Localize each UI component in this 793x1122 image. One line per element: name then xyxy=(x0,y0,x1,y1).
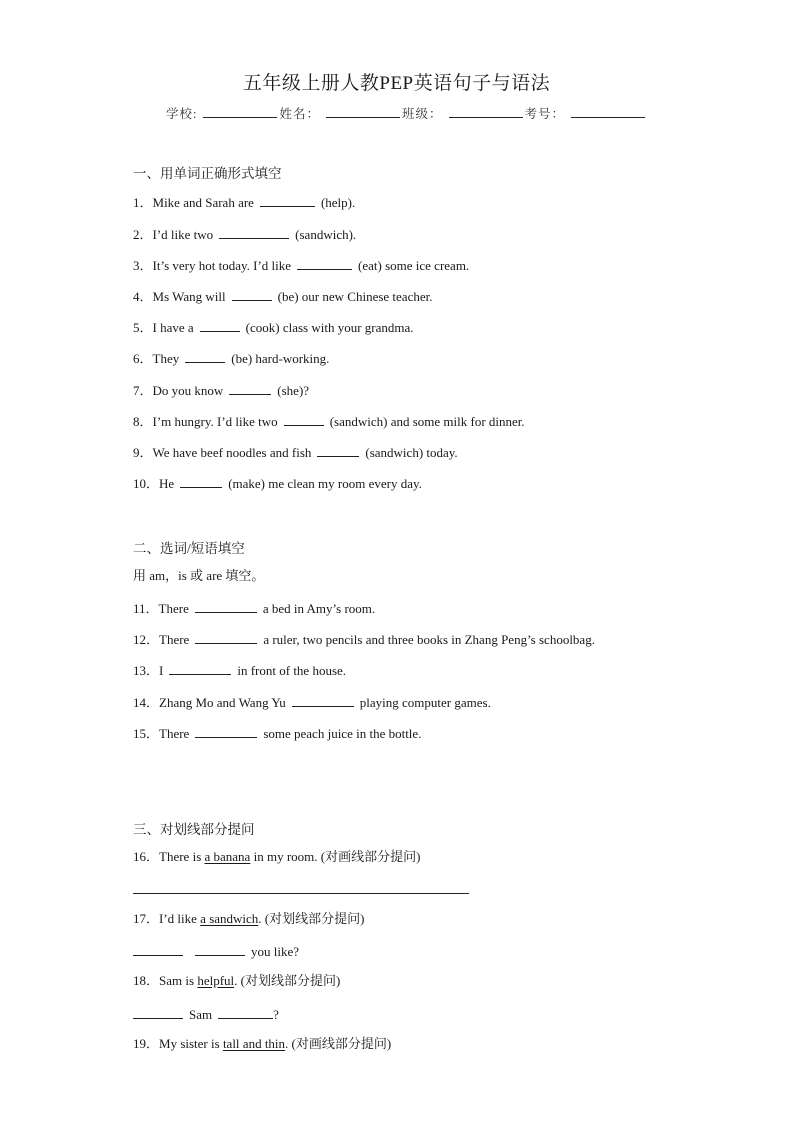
question-text: (make) me clean my room every day. xyxy=(228,476,422,491)
question-text: It’s very hot today. I’d like xyxy=(152,258,292,273)
question-15 xyxy=(133,724,421,742)
answer-18 xyxy=(133,1005,279,1023)
question-number: 7． xyxy=(133,383,153,398)
answer-blank[interactable] xyxy=(133,942,183,956)
question-number: 19． xyxy=(133,1036,160,1051)
answer-blank[interactable] xyxy=(317,443,359,457)
question-text: (be) our new Chinese teacher. xyxy=(277,289,433,304)
page-title: 五年级上册人教PEP英语句子与语法 xyxy=(242,73,551,94)
section-2-instruction: 用 am，is 或 are 填空。 xyxy=(133,568,265,583)
number-label: 考号： xyxy=(524,107,566,121)
answer-blank[interactable] xyxy=(133,1005,183,1019)
answer-17 xyxy=(133,942,299,960)
question-number: 16． xyxy=(133,849,160,864)
answer-blank[interactable] xyxy=(229,381,271,395)
answer-blank[interactable] xyxy=(284,412,324,426)
question-text: . (对划线部分提问) xyxy=(234,973,341,988)
question-number: 14． xyxy=(133,695,160,710)
question-text: (she)? xyxy=(277,383,310,398)
question-text: (eat) some ice cream. xyxy=(358,258,470,273)
question-9 xyxy=(133,443,458,461)
question-number: 11． xyxy=(133,601,159,616)
question-5 xyxy=(133,318,414,336)
question-number: 6． xyxy=(133,351,153,366)
question-3 xyxy=(133,256,469,274)
answer-blank[interactable] xyxy=(195,942,245,956)
question-text: Do you know xyxy=(152,383,224,398)
question-text: Ms Wang will xyxy=(152,289,226,304)
question-17 xyxy=(133,911,364,927)
section-2-heading: 二、选词/短语填空 xyxy=(133,541,245,556)
question-text: We have beef noodles and fish xyxy=(152,445,312,460)
question-18 xyxy=(133,973,340,989)
question-10 xyxy=(133,474,422,492)
answer-text: ? xyxy=(273,1007,279,1022)
question-text: some peach juice in the bottle. xyxy=(263,726,422,741)
question-text: . (对画线部分提问) xyxy=(285,1036,392,1051)
name-label: 姓名： xyxy=(279,107,320,121)
question-text: I’d like two xyxy=(152,227,214,242)
student-info-row xyxy=(166,104,647,122)
answer-text: Sam xyxy=(189,1007,213,1022)
answer-blank[interactable] xyxy=(218,1005,273,1019)
question-text: in my room. (对画线部分提问) xyxy=(250,849,421,864)
question-number: 9． xyxy=(133,445,153,460)
question-number: 3． xyxy=(133,258,153,273)
question-8 xyxy=(133,412,525,430)
question-number: 2． xyxy=(133,227,153,242)
question-4 xyxy=(133,287,432,305)
question-text: (be) hard-working. xyxy=(231,351,330,366)
question-text: There xyxy=(159,632,190,647)
question-number: 8． xyxy=(133,414,153,429)
question-12 xyxy=(133,630,595,648)
answer-text: you like? xyxy=(251,944,300,959)
question-number: 15． xyxy=(133,726,160,741)
question-number: 13． xyxy=(133,663,160,678)
question-11 xyxy=(133,599,375,617)
question-19 xyxy=(133,1036,391,1052)
answer-blank[interactable] xyxy=(297,256,352,270)
question-text: I’m hungry. I’d like two xyxy=(152,414,278,429)
question-text: I’d like xyxy=(159,911,201,926)
question-text: I xyxy=(159,663,164,678)
question-number: 10． xyxy=(133,476,160,491)
number-blank[interactable] xyxy=(571,105,645,118)
question-text: in front of the house. xyxy=(237,663,347,678)
question-text: They xyxy=(152,351,180,366)
question-text: (sandwich) and some milk for dinner. xyxy=(329,414,525,429)
question-text: (cook) class with your grandma. xyxy=(245,320,414,335)
school-blank[interactable] xyxy=(203,105,277,118)
question-text: He xyxy=(159,476,175,491)
question-2 xyxy=(133,225,356,243)
name-blank[interactable] xyxy=(326,105,400,118)
question-text: Sam is xyxy=(159,973,198,988)
question-number: 12． xyxy=(133,632,160,647)
answer-blank[interactable] xyxy=(185,349,225,363)
answer-blank[interactable] xyxy=(200,318,240,332)
answer-blank[interactable] xyxy=(292,693,354,707)
underlined-phrase: tall and thin xyxy=(222,1036,286,1051)
question-16 xyxy=(133,849,420,865)
answer-blank[interactable] xyxy=(169,661,231,675)
question-number: 1． xyxy=(133,195,153,210)
question-text: playing computer games. xyxy=(359,695,491,710)
underlined-phrase: helpful xyxy=(197,973,235,988)
underlined-phrase: a banana xyxy=(204,849,251,864)
question-text: (sandwich) today. xyxy=(365,445,458,460)
question-text: There is xyxy=(159,849,205,864)
answer-blank[interactable] xyxy=(219,225,289,239)
answer-blank[interactable] xyxy=(232,287,272,301)
question-text: There xyxy=(159,726,190,741)
question-text: (help). xyxy=(320,195,356,210)
question-number: 4． xyxy=(133,289,153,304)
question-13 xyxy=(133,661,346,679)
section-3-heading: 三、对划线部分提问 xyxy=(133,822,255,837)
school-label: 学校: xyxy=(166,107,198,121)
answer-blank[interactable] xyxy=(180,474,222,488)
answer-blank[interactable] xyxy=(260,193,315,207)
question-number: 5． xyxy=(133,320,153,335)
answer-blank[interactable] xyxy=(195,630,257,644)
answer-line[interactable] xyxy=(133,893,469,894)
question-1 xyxy=(133,193,355,211)
question-text: . (对划线部分提问) xyxy=(258,911,365,926)
question-text: Zhang Mo and Wang Yu xyxy=(159,695,286,710)
question-text: There xyxy=(158,601,189,616)
class-label: 班级： xyxy=(402,107,443,121)
underlined-phrase: a sandwich xyxy=(200,911,259,926)
question-text: My sister is xyxy=(159,1036,223,1051)
question-text: a ruler, two pencils and three books in Zhang Peng’s schoolbag. xyxy=(263,632,595,647)
question-text: (sandwich). xyxy=(295,227,357,242)
question-6 xyxy=(133,349,329,367)
question-text: Mike and Sarah are xyxy=(152,195,254,210)
question-number: 18． xyxy=(133,973,160,988)
question-text: a bed in Amy’s room. xyxy=(262,601,376,616)
question-14 xyxy=(133,693,491,711)
answer-blank[interactable] xyxy=(195,724,257,738)
class-blank[interactable] xyxy=(449,105,523,118)
question-text: I have a xyxy=(152,320,194,335)
question-number: 17． xyxy=(133,911,160,926)
section-1-heading: 一、用单词正确形式填空 xyxy=(133,166,282,181)
answer-blank[interactable] xyxy=(195,599,257,613)
question-7 xyxy=(133,381,309,399)
